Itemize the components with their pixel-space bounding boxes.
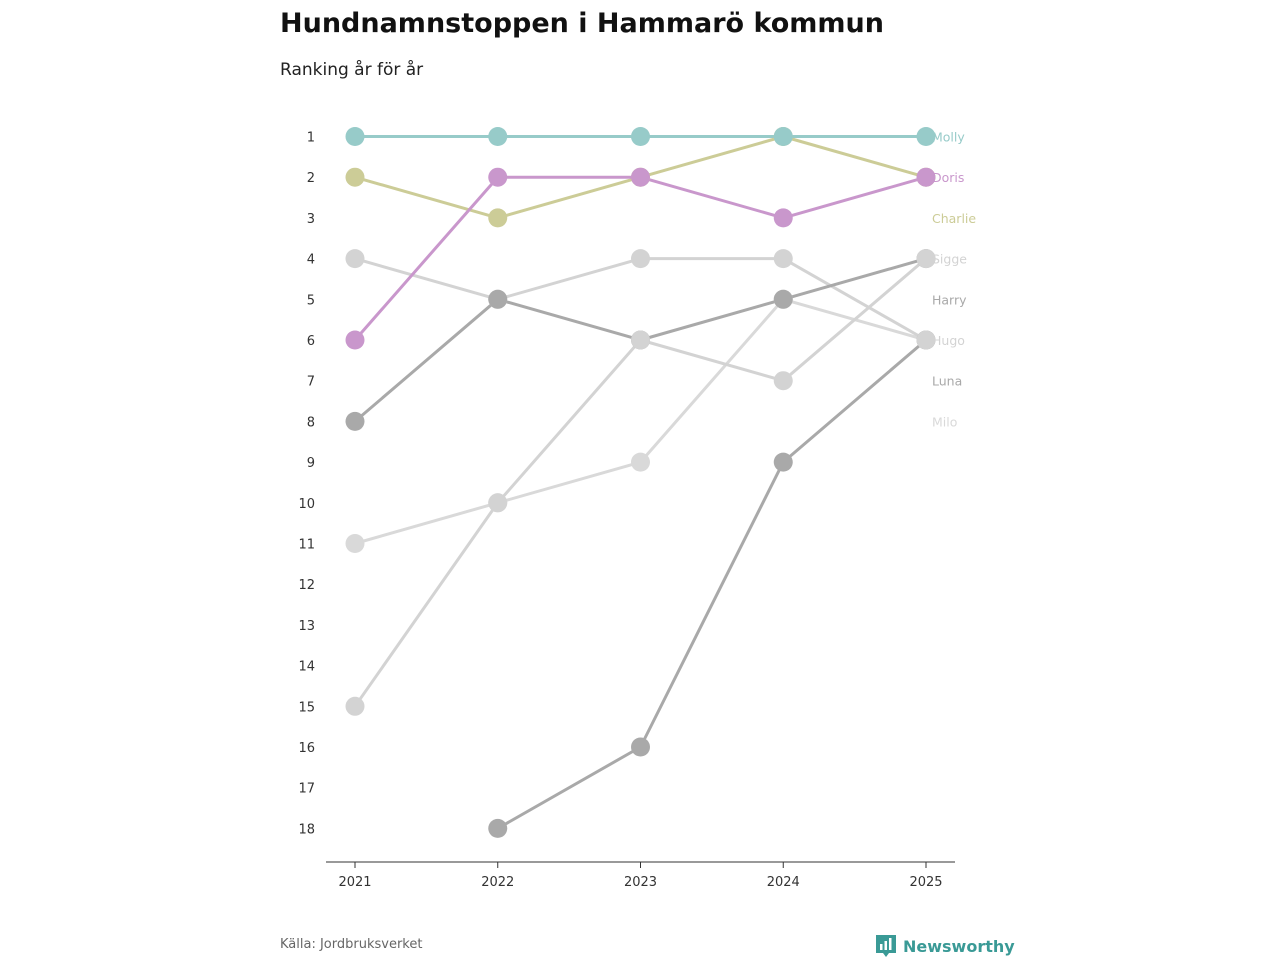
series-point-harry: [346, 412, 365, 431]
y-tick-label: 18: [298, 822, 315, 838]
y-tick-label: 15: [298, 700, 315, 716]
series-point-harry: [488, 290, 507, 309]
series-point-hugo: [774, 249, 793, 268]
series-point-luna: [488, 819, 507, 838]
series-label-luna: Luna: [932, 373, 963, 389]
y-tick-label: 9: [306, 456, 315, 472]
series-point-hugo: [346, 249, 365, 268]
y-tick-label: 6: [306, 334, 315, 349]
series-label-milo: Milo: [932, 414, 958, 430]
x-tick-label: 2025: [909, 875, 943, 890]
y-axis-ticks: [298, 131, 315, 838]
series-point-milo: [346, 534, 365, 553]
series-labels: [932, 130, 976, 430]
series-line-luna: [498, 340, 926, 828]
series-point-sigge: [488, 493, 507, 512]
series-point-milo: [631, 453, 650, 472]
y-tick-label: 14: [298, 659, 315, 675]
x-tick-label: 2021: [338, 875, 372, 890]
series-point-molly: [346, 127, 365, 146]
newsworthy-logo-icon: [875, 934, 897, 958]
series-point-doris: [631, 168, 650, 187]
series-point-molly: [774, 127, 793, 146]
y-tick-label: 16: [298, 741, 315, 756]
series-label-sigge: Sigge: [932, 251, 967, 267]
y-tick-label: 13: [298, 618, 315, 634]
y-tick-label: 5: [306, 293, 315, 309]
series-label-molly: Molly: [932, 129, 965, 145]
series-point-sigge: [774, 371, 793, 390]
y-tick-label: 1: [306, 130, 315, 146]
y-tick-label: 10: [298, 496, 315, 512]
y-tick-label: 4: [306, 252, 315, 268]
source-note: Källa: Jordbruksverket: [280, 937, 423, 952]
series-label-harry: Harry: [932, 292, 967, 308]
series-point-harry: [774, 290, 793, 309]
series-point-luna: [774, 453, 793, 472]
series-point-charlie: [346, 168, 365, 187]
y-tick-label: 11: [298, 537, 315, 553]
series-point-hugo: [631, 249, 650, 268]
series-label-doris: Doris: [932, 170, 965, 186]
x-tick-label: 2022: [481, 875, 515, 890]
y-tick-label: 2: [306, 171, 315, 187]
x-tick-label: 2023: [623, 875, 658, 890]
y-tick-label: 7: [306, 374, 315, 390]
y-tick-label: 3: [306, 211, 315, 227]
series-point-doris: [488, 168, 507, 187]
series-label-hugo: Hugo: [932, 333, 965, 348]
series-point-luna: [631, 738, 650, 757]
series-point-doris: [346, 331, 365, 350]
series-label-charlie: Charlie: [932, 210, 977, 226]
chart-subtitle: Ranking år för år: [280, 60, 424, 80]
x-axis-ticks: [338, 862, 942, 890]
brand-name: Newsworthy: [903, 936, 1015, 956]
series-point-molly: [488, 127, 507, 146]
series-point-sigge: [631, 331, 650, 350]
series-points: [346, 127, 936, 838]
brand-logo[interactable]: [875, 934, 1015, 958]
y-tick-label: 17: [298, 781, 315, 797]
y-tick-label: 8: [306, 415, 315, 431]
series-point-charlie: [488, 208, 507, 227]
series-point-sigge: [346, 697, 365, 716]
series-point-doris: [774, 208, 793, 227]
series-line-hugo: [355, 259, 926, 340]
series-lines: [355, 137, 926, 829]
x-tick-label: 2024: [766, 875, 800, 890]
chart-title: Hundnamnstoppen i Hammarö kommun: [280, 8, 884, 39]
y-tick-label: 12: [298, 578, 315, 594]
series-line-sigge: [355, 259, 926, 707]
series-point-molly: [631, 127, 650, 146]
